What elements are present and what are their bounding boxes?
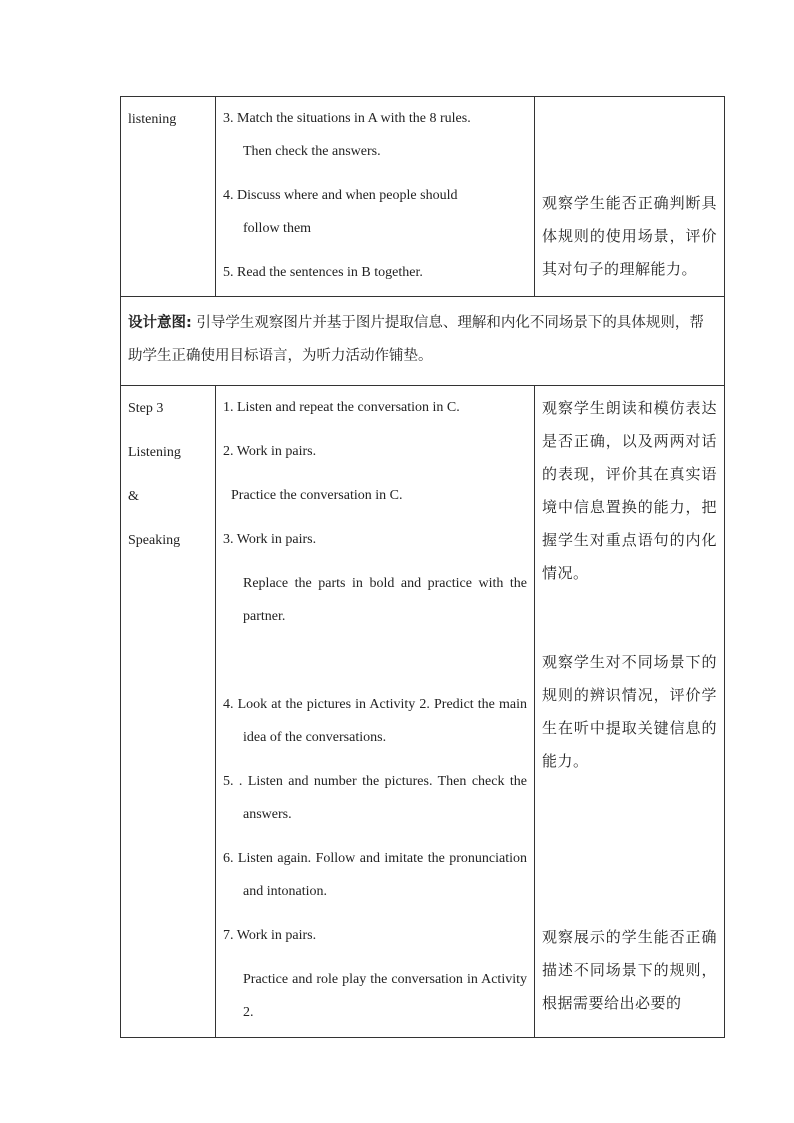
design-intent-label: 设计意图: <box>128 315 192 331</box>
activities-cell <box>216 97 535 297</box>
step-label: listening <box>128 112 177 127</box>
activity-3-detail: Replace the parts in bold and practice with the partner. <box>243 576 527 624</box>
assessment-cell <box>535 97 725 297</box>
activity-6: 6. Listen again. Follow and imitate the pronunciation and intonation. <box>223 851 527 899</box>
table-row-step-3 <box>121 386 725 1038</box>
step-name-speaking: Speaking <box>128 533 181 548</box>
activity-2-detail: Practice the conversation in C. <box>231 488 403 503</box>
step-name-listening: Listening <box>128 445 181 460</box>
activity-7-detail: Practice and role play the conversation in Activity 2. <box>243 972 527 1020</box>
design-intent-text: 引导学生观察图片并基于图片提取信息、理解和内化不同场景下的具体规则，帮助学生正确使用目标语言，为听力活动作铺垫。 <box>128 315 704 364</box>
step-number: Step 3 <box>128 401 164 416</box>
activity-5: 5. . Listen and number the pictures. Then check the answers. <box>223 774 527 822</box>
activity-7: 7. Work in pairs. <box>223 928 317 943</box>
activity-4-cont: follow them <box>243 221 312 236</box>
step-ampersand: & <box>128 489 139 504</box>
activity-3: 3. Work in pairs. <box>223 532 317 547</box>
activity-3: 3. Match the situations in A with the 8 rules. <box>223 111 471 126</box>
table-row-design-intent <box>121 297 725 386</box>
table-row-listening <box>121 97 725 297</box>
activity-4: 4. Discuss where and when people should <box>223 188 458 203</box>
activities-cell <box>216 386 535 1038</box>
step-cell <box>121 97 216 297</box>
step-cell <box>121 386 216 1038</box>
design-intent-cell <box>121 297 725 386</box>
activity-2: 2. Work in pairs. <box>223 444 317 459</box>
lesson-plan-table <box>120 96 725 1038</box>
assessment-text-1: 观察学生朗读和模仿表达是否正确，以及两两对话的表现，评价其在真实语境中信息置换的能力，把握学生对重点语句的内化情况。 <box>542 399 717 582</box>
assessment-text: 观察学生能否正确判断具体规则的使用场景，评价其对句子的理解能力。 <box>542 194 717 278</box>
assessment-text-2: 观察学生对不同场景下的规则的辨识情况，评价学生在听中提取关键信息的能力。 <box>542 653 717 770</box>
activity-4: 4. Look at the pictures in Activity 2. Predict the main idea of the conversations. <box>223 697 527 745</box>
assessment-text-3: 观察展示的学生能否正确描述不同场景下的规则，根据需要给出必要的 <box>542 928 717 1012</box>
activity-5: 5. Read the sentences in B together. <box>223 265 423 280</box>
assessment-cell <box>535 386 725 1038</box>
activity-3-cont: Then check the answers. <box>243 144 381 159</box>
activity-1: 1. Listen and repeat the conversation in C. <box>223 400 460 415</box>
